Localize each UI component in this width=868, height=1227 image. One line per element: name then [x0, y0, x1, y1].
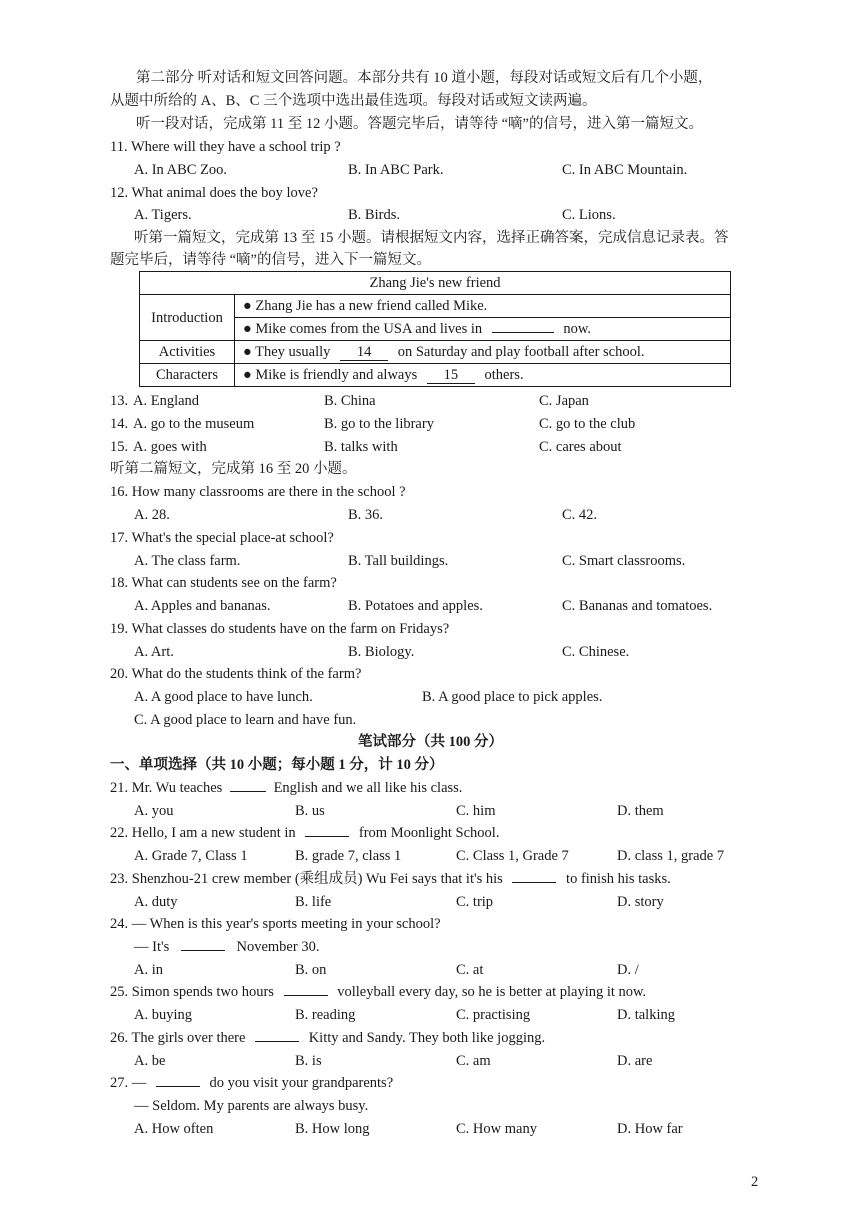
q16-option-a: A. 28. — [134, 507, 170, 523]
q23-blank — [512, 882, 556, 883]
q26-blank — [255, 1041, 299, 1042]
question-20-stem: 20. What do the students think of the farm? — [110, 666, 362, 682]
question-24-line-2 — [134, 937, 319, 957]
activities-item-pre: ● They usually — [243, 344, 331, 360]
q21-option-d: D. them — [617, 803, 664, 819]
question-27-stem — [110, 1073, 393, 1093]
q22-stem-pre: 22. Hello, I am a new student in — [110, 825, 296, 841]
question-22-stem — [110, 823, 499, 843]
q27-stem-pre: 27. — — [110, 1075, 147, 1091]
q23-stem-post: to finish his tasks. — [566, 871, 671, 887]
q11-option-b: B. In ABC Park. — [348, 162, 444, 178]
q20-option-b: B. A good place to pick apples. — [422, 689, 603, 705]
question-25-stem — [110, 982, 646, 1002]
q17-option-c: C. Smart classrooms. — [562, 553, 686, 569]
q24-stem-post: November 30. — [236, 939, 320, 955]
q25-blank — [284, 995, 328, 996]
q24-option-b: B. on — [295, 962, 327, 978]
q20-option-c: C. A good place to learn and have fun. — [134, 712, 357, 728]
q25-stem-post: volleyball every day, so he is better at playing it now. — [337, 984, 647, 1000]
q14-option-a: A. go to the museum — [133, 416, 255, 432]
question-12-stem: 12. What animal does the boy love? — [110, 185, 318, 201]
passage2-instruction: 听第二篇短文，完成第 16 至 20 小题。 — [110, 461, 357, 477]
q19-option-b: B. Biology. — [348, 644, 415, 660]
row-category-introduction: Introduction — [140, 295, 235, 341]
q23-option-d: D. story — [617, 894, 664, 910]
characters-item — [235, 364, 731, 387]
introduction-item-2-text: ● Mike comes from the USA and lives in — [243, 321, 483, 337]
single-choice-section-title: 一、单项选择（共 10 小题；每小题 1 分，计 10 分） — [110, 757, 444, 773]
q20-option-a: A. A good place to have lunch. — [134, 689, 313, 705]
q14-option-b: B. go to the library — [324, 416, 434, 432]
question-18-stem: 18. What can students see on the farm? — [110, 575, 337, 591]
q23-option-c: C. trip — [456, 894, 494, 910]
q18-option-a: A. Apples and bananas. — [134, 598, 271, 614]
q22-option-c: C. Class 1, Grade 7 — [456, 848, 569, 864]
page-number: 2 — [751, 1174, 759, 1190]
q27-option-a: A. How often — [134, 1121, 214, 1137]
q26-option-d: D. are — [617, 1053, 653, 1069]
q15-option-c: C. cares about — [539, 439, 622, 455]
q22-stem-post: from Moonlight School. — [358, 825, 500, 841]
q24-option-d: D. / — [617, 962, 639, 978]
q14-option-c: C. go to the club — [539, 416, 636, 432]
q26-stem-post: Kitty and Sandy. They both like jogging. — [308, 1030, 546, 1046]
q21-option-b: B. us — [295, 803, 325, 819]
q21-stem-post: English and we all like his class. — [273, 780, 463, 796]
q21-stem-pre: 21. Mr. Wu teaches — [110, 780, 223, 796]
q13-option-b: B. China — [324, 393, 376, 409]
question-17-stem: 17. What's the special place-at school? — [110, 530, 334, 546]
q17-option-b: B. Tall buildings. — [348, 553, 449, 569]
blank-13 — [492, 332, 554, 333]
intro-line-3: 听一段对话，完成第 11 至 12 小题。答题完毕后，请等待 “嘀”的信号，进入第一篇短文。 — [136, 116, 703, 132]
q15-number: 15. — [110, 439, 129, 455]
activities-item — [235, 341, 731, 364]
question-21-stem — [110, 778, 462, 798]
q22-option-a: A. Grade 7, Class 1 — [134, 848, 248, 864]
q24-blank — [181, 950, 225, 951]
q13-number: 13. — [110, 393, 129, 409]
q25-option-a: A. buying — [134, 1007, 192, 1023]
characters-item-after: others. — [484, 367, 524, 383]
q22-blank — [305, 836, 349, 837]
q12-option-b: B. Birds. — [348, 207, 400, 223]
q14-number: 14. — [110, 416, 129, 432]
q16-option-b: B. 36. — [348, 507, 384, 523]
table-title: Zhang Jie's new friend — [140, 272, 731, 295]
question-26-stem — [110, 1028, 545, 1048]
passage1-instruction-2: 题完毕后，请等待 “嘀”的信号，进入下一篇短文。 — [110, 252, 431, 268]
q15-option-b: B. talks with — [324, 439, 398, 455]
q19-option-a: A. Art. — [134, 644, 174, 660]
characters-item-pre: ● Mike is friendly and always — [243, 367, 418, 383]
q23-stem-pre: 23. Shenzhou-21 crew member (乘组成员) Wu Fei says that it's his — [110, 871, 503, 887]
question-11-stem: 11. Where will they have a school trip ? — [110, 139, 341, 155]
q22-option-b: B. grade 7, class 1 — [295, 848, 402, 864]
q19-option-c: C. Chinese. — [562, 644, 630, 660]
q26-option-b: B. is — [295, 1053, 322, 1069]
q15-option-a: A. goes with — [133, 439, 207, 455]
q27-blank — [156, 1086, 200, 1087]
q13-option-c: C. Japan — [539, 393, 589, 409]
intro-line-1: 第二部分 听对话和短文回答问题。本部分共有 10 道小题，每段对话或短文后有几个小题， — [136, 70, 713, 86]
blank-14: 14 — [340, 344, 388, 361]
q18-option-c: C. Bananas and tomatoes. — [562, 598, 713, 614]
q27-option-b: B. How long — [295, 1121, 370, 1137]
question-16-stem: 16. How many classrooms are there in the school ? — [110, 484, 406, 500]
q13-option-a: A. England — [133, 393, 200, 409]
q12-option-c: C. Lions. — [562, 207, 616, 223]
introduction-item-2 — [235, 318, 731, 341]
row-category-characters: Characters — [140, 364, 235, 387]
row-category-activities: Activities — [140, 341, 235, 364]
q25-stem-pre: 25. Simon spends two hours — [110, 984, 274, 1000]
question-19-stem: 19. What classes do students have on the farm on Fridays? — [110, 621, 450, 637]
q16-option-c: C. 42. — [562, 507, 598, 523]
activities-item-after: on Saturday and play football after school. — [397, 344, 645, 360]
q17-option-a: A. The class farm. — [134, 553, 241, 569]
q23-option-a: A. duty — [134, 894, 178, 910]
q26-option-a: A. be — [134, 1053, 166, 1069]
q23-option-b: B. life — [295, 894, 332, 910]
intro-line-2: 从题中所给的 A、B、C 三个选项中选出最佳选项。每段对话或短文读两遍。 — [110, 93, 597, 109]
q21-blank — [230, 791, 266, 792]
q27-stem-post: do you visit your grandparents? — [209, 1075, 394, 1091]
question-24-line-1: 24. — When is this year's sports meeting in your school? — [110, 916, 441, 932]
q21-option-c: C. him — [456, 803, 496, 819]
introduction-item-2-after: now. — [563, 321, 592, 337]
q26-stem-pre: 26. The girls over there — [110, 1030, 246, 1046]
q21-option-a: A. you — [134, 803, 174, 819]
q25-option-d: D. talking — [617, 1007, 675, 1023]
question-23-stem — [110, 869, 671, 889]
blank-15: 15 — [427, 367, 475, 384]
introduction-item-1: ● Zhang Jie has a new friend called Mike. — [235, 295, 731, 318]
info-record-table — [139, 271, 731, 387]
q22-option-d: D. class 1, grade 7 — [617, 848, 725, 864]
q25-option-b: B. reading — [295, 1007, 356, 1023]
q24-option-a: A. in — [134, 962, 163, 978]
q11-option-a: A. In ABC Zoo. — [134, 162, 228, 178]
q12-option-a: A. Tigers. — [134, 207, 192, 223]
q25-option-c: C. practising — [456, 1007, 531, 1023]
q24-stem-pre: — It's — [134, 939, 170, 955]
q27-option-d: D. How far — [617, 1121, 683, 1137]
question-27-line-2: — Seldom. My parents are always busy. — [134, 1098, 369, 1114]
q11-option-c: C. In ABC Mountain. — [562, 162, 688, 178]
q24-option-c: C. at — [456, 962, 484, 978]
passage1-instruction-1: 听第一篇短文，完成第 13 至 15 小题。请根据短文内容，选择正确答案，完成信息记录表。答 — [134, 230, 729, 246]
q18-option-b: B. Potatoes and apples. — [348, 598, 483, 614]
q27-option-c: C. How many — [456, 1121, 537, 1137]
written-section-title: 笔试部分（共 100 分） — [358, 734, 503, 750]
q26-option-c: C. am — [456, 1053, 491, 1069]
